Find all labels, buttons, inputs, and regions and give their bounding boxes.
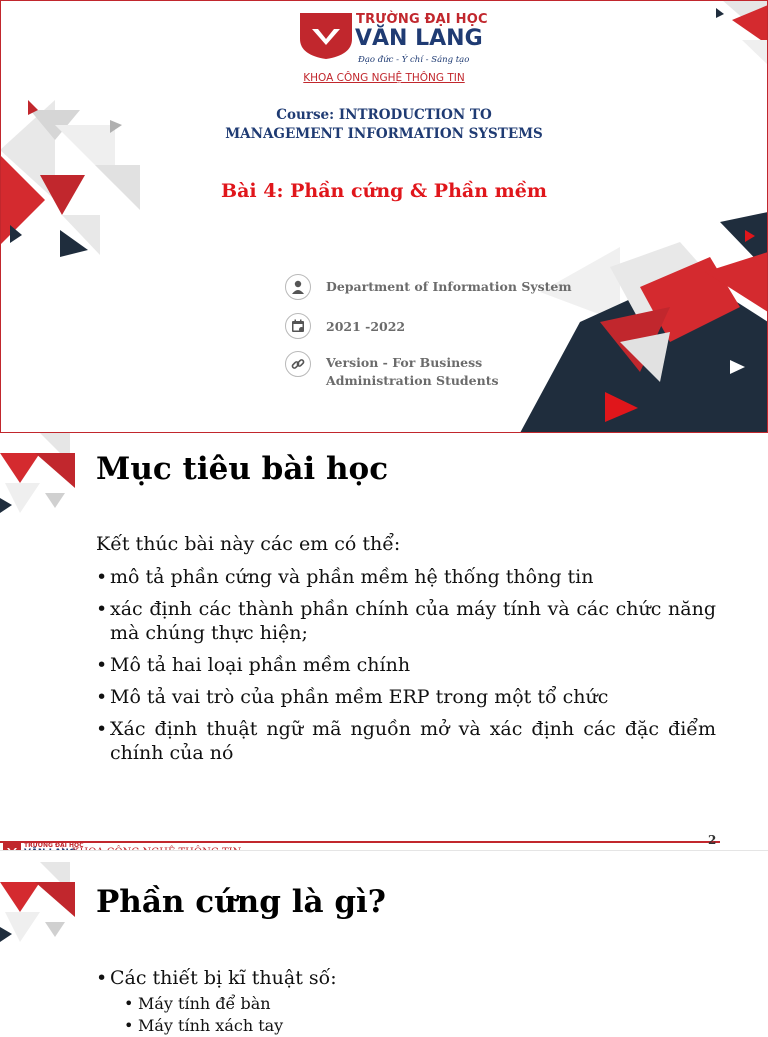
course-line2: MANAGEMENT INFORMATION SYSTEMS — [225, 126, 543, 142]
objective-item: • mô tả phần cứng và phần mềm hệ thống thông tin — [96, 565, 716, 589]
hardware-bullet — [96, 965, 716, 1037]
hardware-subitem: • Máy tính xách tay — [124, 1015, 716, 1037]
logo-tagline: Đạo đức - Ý chí - Sáng tạo — [358, 55, 470, 65]
hardware-list — [96, 965, 716, 1037]
objectives-slide — [0, 433, 768, 850]
title-slide — [0, 0, 768, 433]
corner-triangle-decoration — [0, 433, 100, 523]
slide-separator — [0, 850, 768, 851]
hardware-bullet-text: Các thiết bị kĩ thuật số: — [110, 967, 337, 989]
year-text: 2021 -2022 — [326, 319, 406, 334]
university-logo — [300, 13, 352, 59]
hardware-slide — [0, 850, 768, 1035]
lesson-title: Bài 4: Phần cứng & Phần mềm — [221, 180, 547, 202]
hardware-subitem: • Máy tính để bàn — [124, 993, 716, 1015]
course-line1: Course: INTRODUCTION TO — [276, 107, 492, 123]
objectives-list — [96, 565, 716, 773]
hardware-sublist — [124, 993, 716, 1037]
faculty-label: KHOA CÔNG NGHỆ THÔNG TIN — [303, 72, 465, 84]
objective-item: • Mô tả vai trò của phần mềm ERP trong một tổ chức — [96, 685, 716, 709]
van-lang-shield-icon — [300, 13, 352, 59]
link-icon — [285, 351, 311, 377]
footer-line — [0, 841, 720, 843]
objective-item: • Xác định thuật ngữ mã nguồn mở và xác định các đặc điểm chính của nó — [96, 717, 716, 765]
version-text: Version - For Business Administration Students — [326, 355, 499, 388]
footer-logo-line1: TRƯỜNG ĐẠI HỌC — [24, 842, 84, 849]
logo-line2: VĂN LANG — [355, 26, 483, 51]
department-text: Department of Information System — [326, 279, 572, 294]
user-icon — [285, 274, 311, 300]
top-right-triangle-decoration — [712, 0, 768, 70]
calendar-icon — [285, 313, 311, 339]
bottom-right-triangle-decoration — [520, 212, 768, 433]
objective-item: • Mô tả hai loại phần mềm chính — [96, 653, 716, 677]
logo-line1: TRƯỜNG ĐẠI HỌC — [356, 12, 488, 27]
objectives-title: Mục tiêu bài học — [96, 451, 389, 487]
objectives-intro: Kết thúc bài này các em có thể: — [96, 533, 401, 555]
objective-item: • xác định các thành phần chính của máy tính và các chức năng mà chúng thực hiện; — [96, 597, 716, 645]
corner-triangle-decoration — [0, 862, 100, 957]
hardware-title: Phần cứng là gì? — [96, 884, 386, 920]
page-number: 2 — [708, 833, 717, 847]
